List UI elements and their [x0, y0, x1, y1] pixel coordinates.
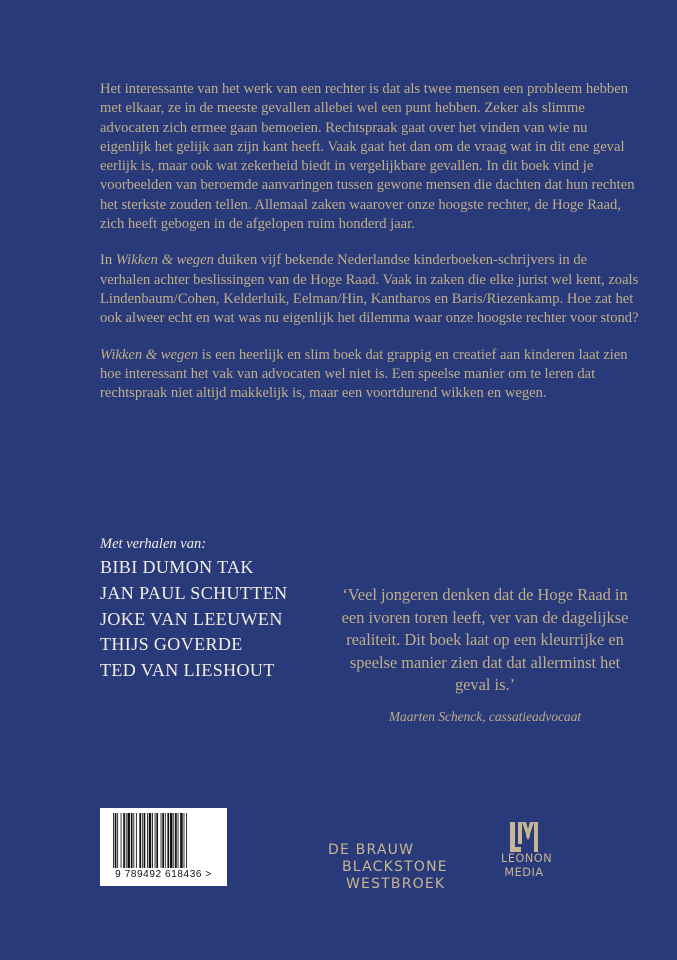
blurb-p3-text: is een heerlijk en slim boek dat grappig en creatief aan kinderen laat zien hoe interessant het vak van advocaten wel niet is. Een speelse manier om te leren dat rechtspraak niet altijd makkelijk is, maar een voortdurend wikken en wegen.	[100, 346, 628, 402]
blurb-paragraph-2	[100, 251, 640, 328]
barcode-bar	[139, 813, 141, 868]
publisher-logo-line: WESTBROEK	[346, 876, 446, 892]
barcode-bar	[186, 813, 187, 868]
credits-label: Met verhalen van:	[100, 536, 207, 552]
barcode-bar	[117, 813, 118, 868]
barcode-bar	[121, 813, 122, 868]
lm-monogram-icon	[509, 822, 539, 852]
barcode-bar	[126, 813, 127, 868]
back-cover-blurb	[100, 80, 640, 420]
barcode-bar	[115, 813, 117, 868]
barcode-bar	[161, 813, 162, 868]
barcode-bar	[144, 813, 146, 868]
barcode-bar	[113, 813, 114, 868]
author-list	[100, 555, 288, 684]
barcode-bar	[173, 813, 174, 868]
publisher-logo-line: DE BRAUW	[328, 842, 415, 858]
barcode-bar	[155, 813, 156, 868]
barcode-bar	[156, 813, 158, 868]
barcode-bar	[184, 813, 185, 868]
barcode-bar	[178, 813, 179, 868]
isbn-barcode	[100, 808, 227, 886]
barcode-bar	[147, 813, 148, 868]
author-name: JAN PAUL SCHUTTEN	[100, 582, 288, 603]
blurb-paragraph-1: Het interessante van het werk van een rechter is dat als twee mensen een probleem hebben met elkaar, ze in de meeste gevallen allebei wel een punt hebben. Zeker als slimme advocaten zich ermee gaan bemoeien. Rechtspraak gaat over het vinden van wie nu eigenlijk het gelijk aan zijn kant heeft. Vaak gaat het dan om de vraag wat in dit ene geval eerlijk is, maar ook wat zekerheid biedt in vergelijkbare gevallen. In dit boek vind je voorbeelden van beroemde aanvaringen tussen gewone mensen die dachten dat hun rechten het sterkste zouden tellen. Allemaal zaken waarover onze hoogste rechter, de Hoge Raad, zich heeft gebogen in de afgelopen ruim honderd jaar.	[100, 81, 635, 233]
barcode-bar	[136, 813, 137, 868]
author-name: BIBI DUMON TAK	[100, 557, 254, 577]
leonon-media-logo	[501, 822, 553, 880]
barcode-bar	[165, 813, 166, 868]
de-brauw-logo	[328, 842, 448, 893]
barcode-bars	[113, 813, 214, 868]
blurb-paragraph-3	[100, 346, 640, 404]
book-title-italic: Wikken & wegen	[100, 346, 199, 363]
barcode-bar	[133, 813, 134, 868]
imprint-line: MEDIA	[504, 866, 544, 879]
barcode-bar	[127, 813, 130, 868]
publisher-logo-line: BLACKSTONE	[342, 859, 448, 875]
barcode-bar	[162, 813, 164, 868]
book-title-italic: Wikken & wegen	[115, 252, 214, 269]
imprint-line: LEONON	[501, 852, 553, 865]
barcode-bar	[167, 813, 169, 868]
barcode-bar	[142, 813, 143, 868]
quote-attribution: Maarten Schenck, cassatieadvocaat	[388, 709, 582, 724]
author-name: JOKE VAN LEEUWEN	[100, 608, 283, 629]
barcode-bar	[170, 813, 173, 868]
barcode-bar	[149, 813, 152, 868]
author-name: TED VAN LIESHOUT	[100, 660, 275, 681]
barcode-bar	[175, 813, 177, 868]
isbn-number: 9 789492 618436 >	[115, 869, 212, 880]
endorsement-quote: ‘Veel jongeren denken dat de Hoge Raad in een ivoren toren leeft, ver van de dagelijkse realiteit. Dit boek laat op een kleurrijke en speelse manier zien dat dat allerminst het geval is.’	[341, 585, 629, 694]
author-name: THIJS GOVERDE	[100, 634, 243, 655]
barcode-bar	[123, 813, 125, 868]
barcode-bar	[131, 813, 133, 868]
barcode-bar	[152, 813, 153, 868]
blurb-p2-prefix: In	[100, 252, 116, 269]
blurb-p2-text: duiken vijf bekende Nederlandse kinderboeken-schrijvers in de verhalen achter beslissingen van de Hoge Raad. Vaak in zaken die elke jurist wel kent, zoals Lindenbaum/Cohen, Kelderluik, Eelman/Hin, Kantharos en Baris/Riezenkamp. Hoe zat het ook alweer echt en wat was nu eigenlijk het dilemma waar onze hoogste rechter voor stond?	[100, 252, 639, 327]
barcode-bar	[180, 813, 183, 868]
